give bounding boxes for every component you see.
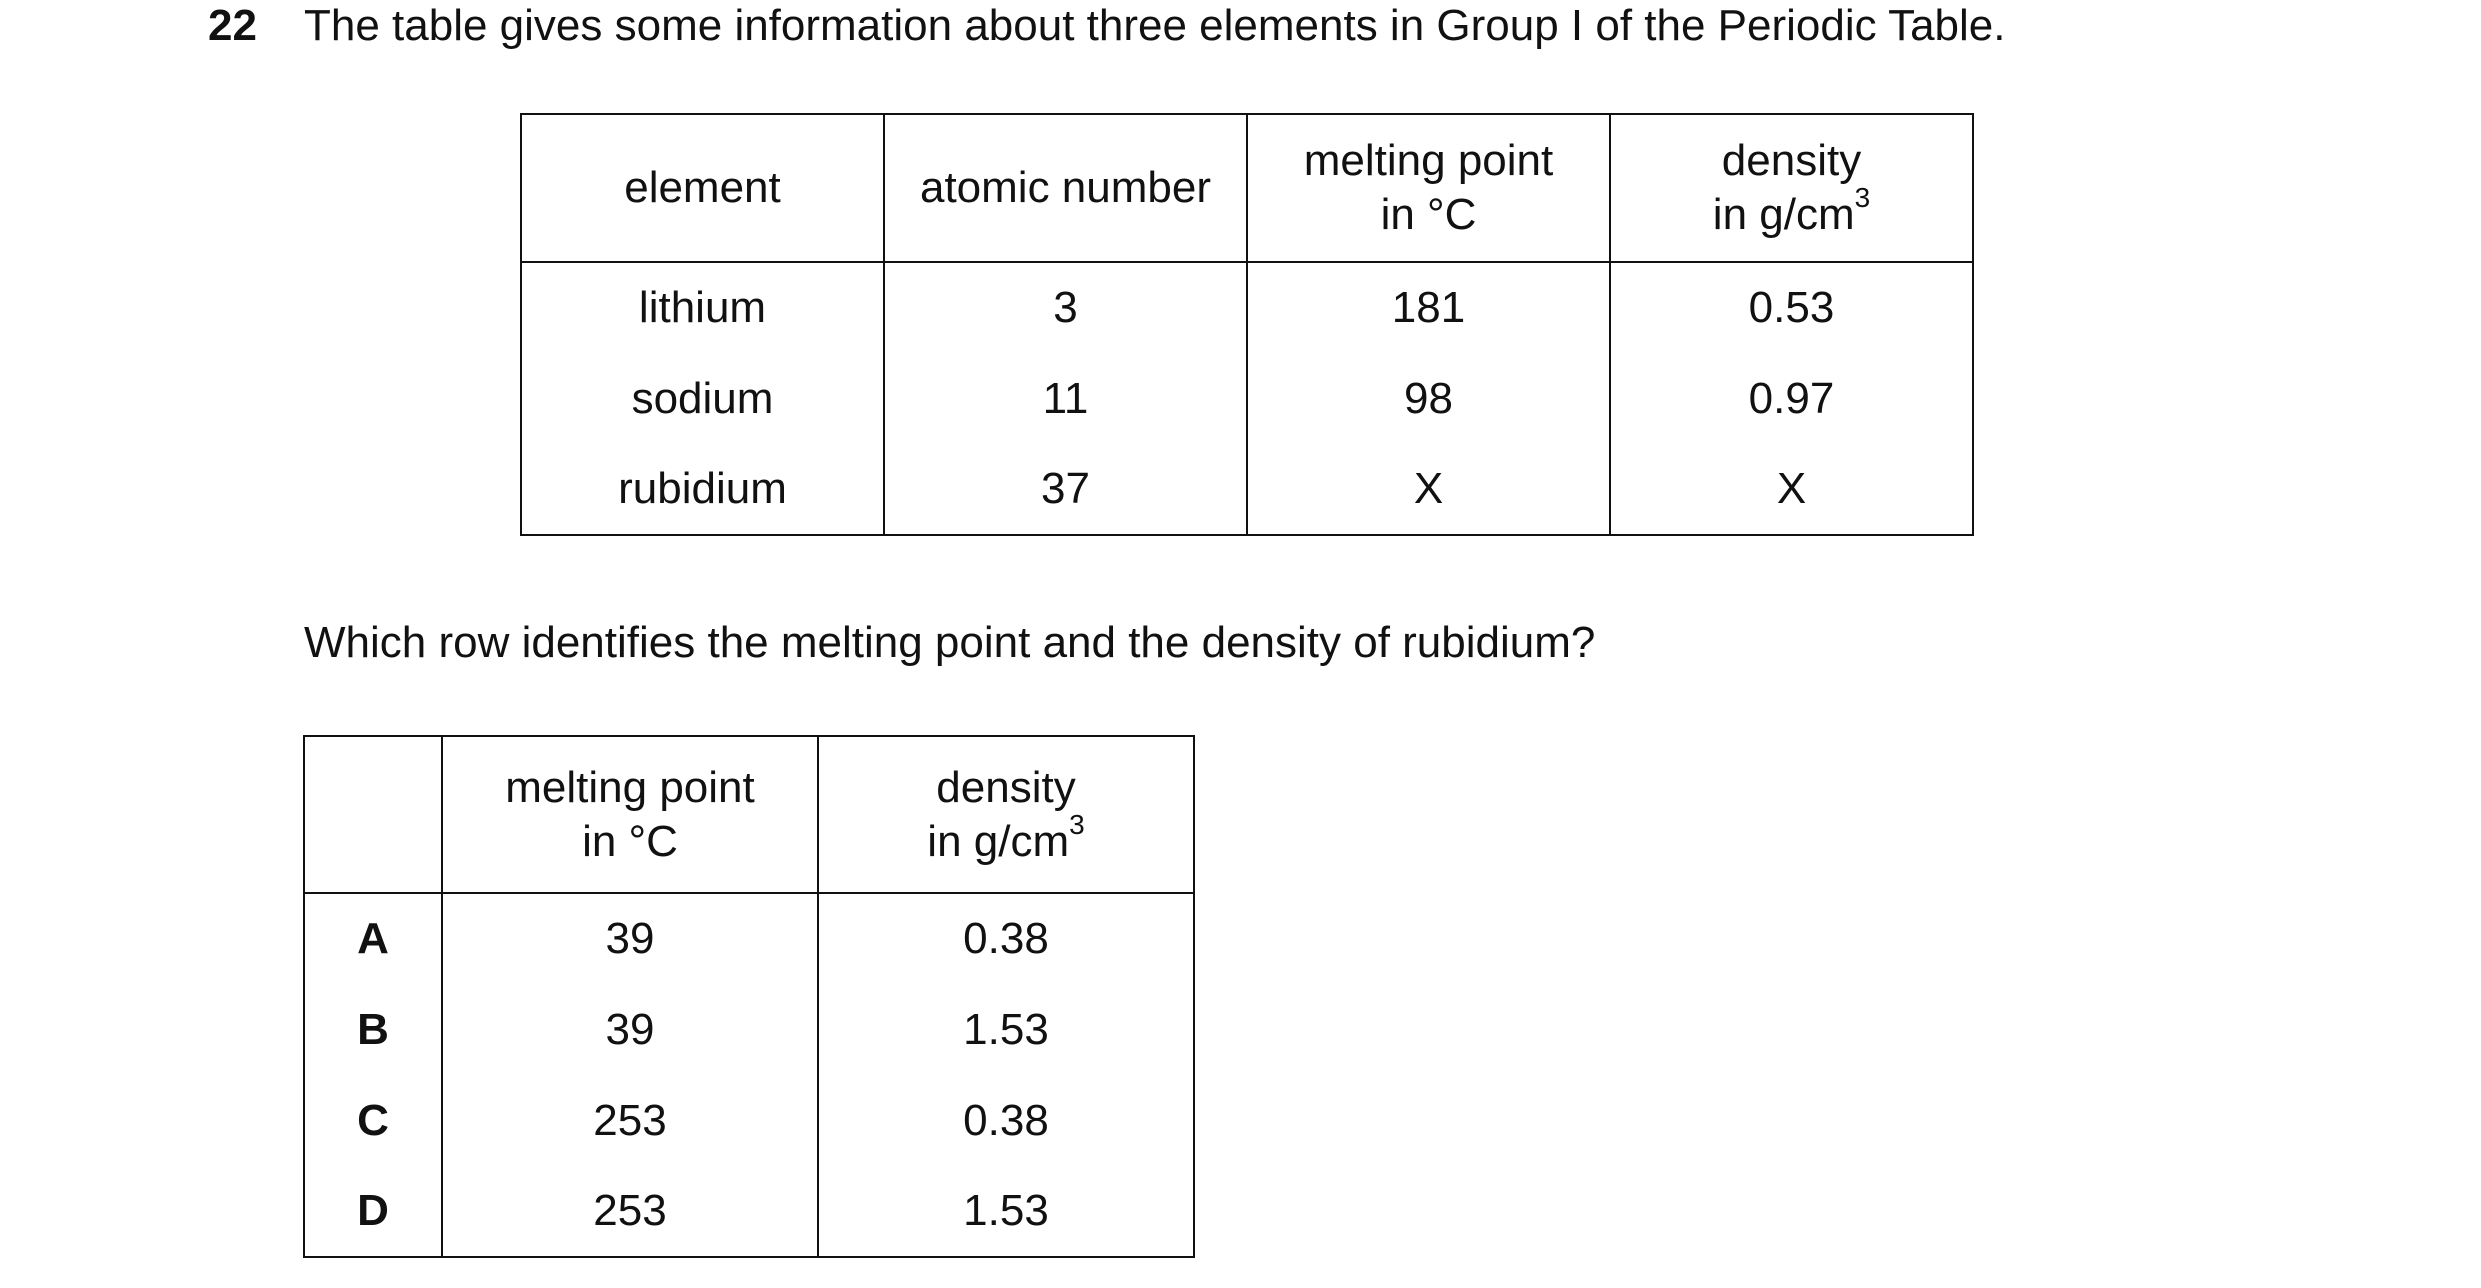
header-element: element [521,114,884,262]
option-letter: C [304,1075,442,1166]
question-prompt: Which row identifies the melting point and the density of rubidium? [304,618,1596,667]
option-row-a[interactable] [304,893,1194,984]
header-density [1610,114,1973,262]
cell-density: 0.97 [1610,353,1973,444]
header-melting-point [1247,114,1610,262]
cell-atomic-number: 11 [884,353,1247,444]
element-info-table [520,113,1974,536]
option-melting-point: 39 [442,893,818,984]
cell-element: sodium [521,353,884,444]
header-melting-point-line1: melting point [505,762,755,812]
option-row-d[interactable] [304,1166,1194,1257]
cell-element: rubidium [521,444,884,535]
cell-density: X [1610,444,1973,535]
table-header-row [304,736,1194,893]
header-atomic-number: atomic number [884,114,1247,262]
header-density-line2-wrap [1611,182,1972,242]
table-row [521,444,1973,535]
header-density-unit: in g/cm [927,816,1070,866]
header-letter [304,736,442,893]
header-density-superscript: 3 [1069,808,1085,840]
header-density-unit: in g/cm [1712,190,1855,239]
option-melting-point: 253 [442,1075,818,1166]
header-density-line1: density [936,762,1076,812]
option-density: 1.53 [818,984,1194,1075]
header-melting-point-line2: in °C [1380,190,1477,239]
header-density-superscript: 3 [1854,182,1871,213]
header-melting-point [442,736,818,893]
option-letter: B [304,984,442,1075]
option-density: 0.38 [818,893,1194,984]
table-header-row [521,114,1973,262]
header-density [818,736,1194,893]
option-letter: D [304,1166,442,1257]
cell-density: 0.53 [1610,262,1973,353]
option-density: 0.38 [818,1075,1194,1166]
cell-melting-point: 181 [1247,262,1610,353]
cell-atomic-number: 37 [884,444,1247,535]
header-density-line1: density [1721,136,1862,185]
answer-options-table [303,735,1195,1258]
header-density-line2-wrap [819,808,1193,869]
question-number: 22 [208,1,257,50]
cell-element: lithium [521,262,884,353]
option-melting-point: 39 [442,984,818,1075]
option-melting-point: 253 [442,1166,818,1257]
option-row-b[interactable] [304,984,1194,1075]
question-stem: The table gives some information about three elements in Group I of the Periodic Table. [304,1,2006,50]
option-letter: A [304,893,442,984]
cell-melting-point: 98 [1247,353,1610,444]
cell-atomic-number: 3 [884,262,1247,353]
cell-melting-point: X [1247,444,1610,535]
option-density: 1.53 [818,1166,1194,1257]
table-row [521,262,1973,353]
header-melting-point-line1: melting point [1303,136,1554,185]
header-melting-point-line2: in °C [582,816,678,866]
option-row-c[interactable] [304,1075,1194,1166]
table-row [521,353,1973,444]
